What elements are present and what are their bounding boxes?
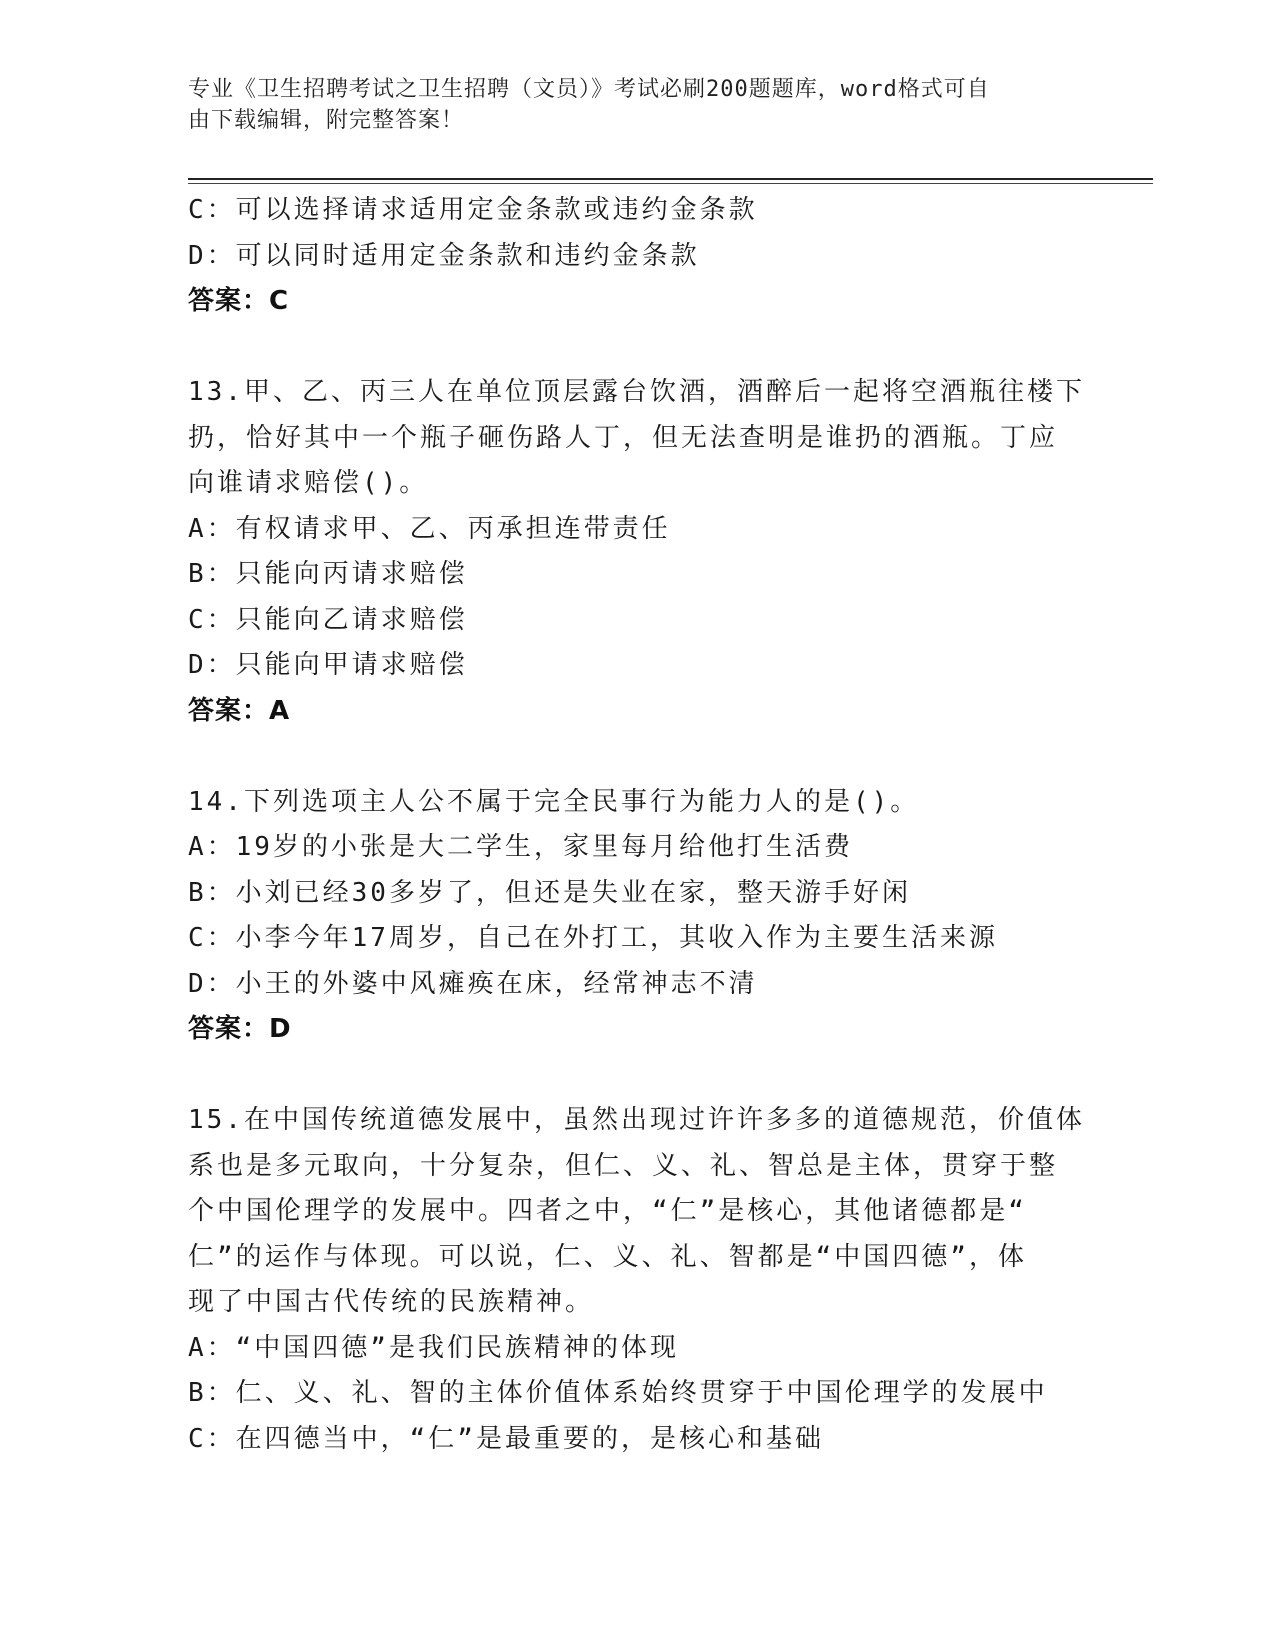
- answer: 答案：C: [188, 286, 290, 316]
- question-stem-line: 15.在中国传统道德发展中，虽然出现过许许多多的道德规范，价值体: [188, 1105, 1085, 1135]
- question-13: [188, 370, 1088, 734]
- option-a: A：“中国四德”是我们民族精神的体现: [188, 1332, 679, 1363]
- continued-question: [188, 188, 1088, 325]
- question-stem-line: 仁”的运作与体现。可以说，仁、义、礼、智都是“中国四德”，体: [188, 1241, 1027, 1272]
- spacer: [188, 1053, 1088, 1099]
- option-c: C：在四德当中，“仁”是最重要的，是核心和基础: [188, 1423, 824, 1454]
- question-stem-line: 向谁请求赔偿()。: [188, 468, 429, 498]
- option-d: D：小王的外婆中风瘫痪在床，经常神志不清: [188, 968, 758, 999]
- header-divider-thin: [188, 183, 1153, 184]
- header-divider-thick: [188, 178, 1153, 180]
- question-stem-line: 个中国伦理学的发展中。四者之中，“仁”是核心，其他诸德都是“: [188, 1196, 1027, 1226]
- question-stem-line: 现了中国古代传统的民族精神。: [188, 1287, 595, 1317]
- header-line-1: 专业《卫生招聘考试之卫生招聘（文员）》考试必刷200题题库，word格式可自: [188, 77, 990, 102]
- option-b: B：仁、义、礼、智的主体价值体系始终贯穿于中国伦理学的发展中: [188, 1378, 1048, 1408]
- question-15: [188, 1098, 1088, 1462]
- option-d: D：可以同时适用定金条款和违约金条款: [188, 240, 700, 271]
- spacer: [188, 325, 1088, 371]
- option-b: B：只能向丙请求赔偿: [188, 559, 468, 589]
- question-content: [188, 188, 1088, 1462]
- question-stem-line: 系也是多元取向，十分复杂，但仁、义、礼、智总是主体，贯穿于整: [188, 1150, 1059, 1181]
- page-header: [188, 74, 1068, 136]
- option-a: A：19岁的小张是大二学生，家里每月给他打生活费: [188, 832, 853, 862]
- option-c: C：可以选择请求适用定金条款或违约金条款: [188, 195, 758, 225]
- spacer: [188, 734, 1088, 780]
- option-c: C：只能向乙请求赔偿: [188, 604, 468, 635]
- option-c: C：小李今年17周岁，自己在外打工，其收入作为主要生活来源: [188, 923, 998, 953]
- option-d: D：只能向甲请求赔偿: [188, 650, 468, 680]
- question-stem-line: 13.甲、乙、丙三人在单位顶层露台饮酒，酒醉后一起将空酒瓶往楼下: [188, 377, 1085, 407]
- header-line-2: 由下载编辑，附完整答案！: [188, 108, 465, 133]
- question-stem-line: 扔，恰好其中一个瓶子砸伤路人丁，但无法查明是谁扔的酒瓶。丁应: [188, 422, 1059, 453]
- question-stem-line: 14.下列选项主人公不属于完全民事行为能力人的是()。: [188, 786, 920, 817]
- option-b: B：小刘已经30多岁了，但还是失业在家，整天游手好闲: [188, 877, 911, 908]
- option-a: A：有权请求甲、乙、丙承担连带责任: [188, 513, 671, 544]
- question-14: [188, 780, 1088, 1053]
- answer: 答案：D: [188, 1014, 292, 1044]
- answer: 答案：A: [188, 695, 291, 726]
